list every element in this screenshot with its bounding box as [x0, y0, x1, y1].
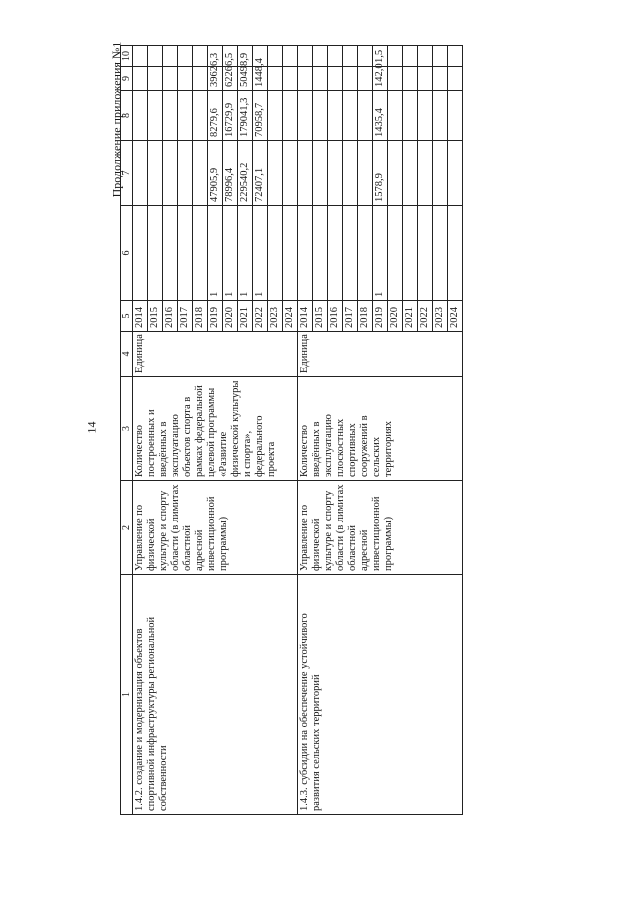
value-cell-c8 [387, 67, 402, 91]
header-cell-2: 2 [121, 481, 133, 575]
value-cell-c7 [313, 91, 328, 141]
value-cell-c7 [432, 91, 447, 141]
value-cell-c7 [163, 91, 178, 141]
value-cell-c5 [327, 206, 342, 301]
year-cell: 2023 [432, 301, 447, 332]
value-cell-c6 [148, 141, 163, 206]
value-cell-c8 [148, 67, 163, 91]
value-cell-c7 [148, 91, 163, 141]
value-cell-c5 [342, 206, 357, 301]
value-cell-c7 [268, 91, 283, 141]
value-cell-c6 [283, 141, 298, 206]
value-cell-c6 [163, 141, 178, 206]
year-cell: 2018 [193, 301, 208, 332]
year-cell: 2020 [223, 301, 238, 332]
value-cell-c7 [327, 91, 342, 141]
page-number: 14 [84, 421, 99, 434]
value-cell-c6: 1578,9 [372, 141, 387, 206]
year-cell: 2018 [357, 301, 372, 332]
section-1-c3: Количество построенных и введённых в эксплуатацию объектов спорта в рамках федеральной целевой программы «Развитие физической культуры и спорта», федерального проекта [133, 377, 298, 481]
header-cell-1: 1 [121, 575, 133, 815]
year-cell: 2022 [253, 301, 268, 332]
value-cell-c5 [357, 206, 372, 301]
value-cell-c6 [327, 141, 342, 206]
value-cell-c9 [387, 46, 402, 67]
header-cell-5: 5 [121, 301, 133, 332]
value-cell-c9 [283, 46, 298, 67]
value-cell-c6 [432, 141, 447, 206]
header-row [121, 46, 133, 815]
value-cell-c5 [283, 206, 298, 301]
value-cell-c7 [357, 91, 372, 141]
value-cell-c8 [268, 67, 283, 91]
value-cell-c5 [298, 206, 313, 301]
section-2-c3: Количество введённых в эксплуатацию плоскостных спортивных сооружений в сельских территориях [298, 377, 463, 481]
value-cell-c8 [432, 67, 447, 91]
year-cell: 2016 [327, 301, 342, 332]
value-cell-c6 [447, 141, 462, 206]
value-cell-c5 [417, 206, 432, 301]
value-cell-c8 [447, 67, 462, 91]
value-cell-c8 [417, 67, 432, 91]
value-cell-c5 [178, 206, 193, 301]
value-cell-c5 [148, 206, 163, 301]
value-cell-c6 [178, 141, 193, 206]
year-cell: 2015 [313, 301, 328, 332]
value-cell-c8 [133, 67, 148, 91]
value-cell-c7 [402, 91, 417, 141]
value-cell-c6 [387, 141, 402, 206]
value-cell-c8: 50498,9 [238, 67, 253, 91]
year-cell: 2024 [447, 301, 462, 332]
value-cell-c6 [313, 141, 328, 206]
value-cell-c9 [342, 46, 357, 67]
value-cell-c9 [402, 46, 417, 67]
value-cell-c8: 142,0 [372, 67, 387, 91]
value-cell-c7 [387, 91, 402, 141]
year-cell: 2021 [402, 301, 417, 332]
value-cell-c5 [432, 206, 447, 301]
value-cell-c6 [417, 141, 432, 206]
value-cell-c6 [357, 141, 372, 206]
value-cell-c6 [268, 141, 283, 206]
header-cell-3: 3 [121, 377, 133, 481]
year-cell: 2017 [178, 301, 193, 332]
value-cell-c5 [447, 206, 462, 301]
year-cell: 2019 [372, 301, 387, 332]
value-cell-c6 [193, 141, 208, 206]
value-cell-c8 [313, 67, 328, 91]
value-cell-c9 [178, 46, 193, 67]
value-cell-c9 [432, 46, 447, 67]
value-cell-c7 [298, 91, 313, 141]
section-1-c2: Управление по физической культуре и спорту области (в лимитах областной адресной инвестиционной программы) [133, 481, 298, 575]
year-cell: 2020 [387, 301, 402, 332]
section-1-c1: 1.4.2. создание и модернизация объектов спортивной инфраструктуры региональной собственности [133, 575, 298, 815]
value-cell-c8 [402, 67, 417, 91]
value-cell-c8 [193, 67, 208, 91]
year-cell: 2023 [268, 301, 283, 332]
value-cell-c7 [178, 91, 193, 141]
value-cell-c6: 72407,1 [253, 141, 268, 206]
value-cell-c6 [133, 141, 148, 206]
value-cell-c7 [283, 91, 298, 141]
section-2-c2: Управление по физической культуре и спорту области (в лимитах областной адресной инвестиционной программы) [298, 481, 463, 575]
year-cell: 2014 [133, 301, 148, 332]
value-cell-c9 [313, 46, 328, 67]
header-cell-10: 10 [121, 46, 133, 67]
year-cell: 2022 [417, 301, 432, 332]
table-body [121, 46, 463, 815]
value-cell-c5 [268, 206, 283, 301]
value-cell-c6: 78996,4 [223, 141, 238, 206]
table-row [133, 46, 148, 815]
table-row [298, 46, 313, 815]
value-cell-c7: 16729,9 [223, 91, 238, 141]
value-cell-c5: 1 [238, 206, 253, 301]
header-cell-4: 4 [121, 332, 133, 377]
value-cell-c6 [298, 141, 313, 206]
value-cell-c7: 70958,7 [253, 91, 268, 141]
value-cell-c6 [342, 141, 357, 206]
value-cell-c9 [193, 46, 208, 67]
value-cell-c6: 229540,2 [238, 141, 253, 206]
value-cell-c9 [163, 46, 178, 67]
value-cell-c7 [193, 91, 208, 141]
value-cell-c9 [148, 46, 163, 67]
value-cell-c6 [402, 141, 417, 206]
section-1-c4: Единица [133, 332, 298, 377]
value-cell-c7 [447, 91, 462, 141]
value-cell-c5 [133, 206, 148, 301]
year-cell: 2019 [208, 301, 223, 332]
value-cell-c9 [298, 46, 313, 67]
value-cell-c8: 1448,4 [253, 67, 268, 91]
value-cell-c9 [357, 46, 372, 67]
value-cell-c9 [417, 46, 432, 67]
header-cell-7: 7 [121, 141, 133, 206]
value-cell-c5 [313, 206, 328, 301]
value-cell-c5: 1 [223, 206, 238, 301]
value-cell-c9 [133, 46, 148, 67]
header-cell-6: 6 [121, 206, 133, 301]
value-cell-c8: 39626,3 [208, 67, 223, 91]
value-cell-c9 [268, 46, 283, 67]
section-2-c4: Единица [298, 332, 463, 377]
value-cell-c8: 62266,5 [223, 67, 238, 91]
value-cell-c8 [342, 67, 357, 91]
header-cell-8: 8 [121, 91, 133, 141]
value-cell-c8 [357, 67, 372, 91]
year-cell: 2016 [163, 301, 178, 332]
header-cell-9: 9 [121, 67, 133, 91]
year-cell: 2015 [148, 301, 163, 332]
rotated-table-container [120, 46, 559, 815]
year-cell: 2024 [283, 301, 298, 332]
program-table [120, 45, 463, 815]
value-cell-c8 [163, 67, 178, 91]
year-cell: 2017 [342, 301, 357, 332]
value-cell-c7: 8279,6 [208, 91, 223, 141]
section-2-c1: 1.4.3. субсидии на обеспечение устойчивого развития сельских территорий [298, 575, 463, 815]
value-cell-c8 [283, 67, 298, 91]
continuation-label: Продолжение приложения №1 [109, 41, 124, 198]
year-cell: 2021 [238, 301, 253, 332]
value-cell-c7: 1435,4 [372, 91, 387, 141]
value-cell-c5 [387, 206, 402, 301]
value-cell-c7 [133, 91, 148, 141]
value-cell-c7 [417, 91, 432, 141]
value-cell-c5 [193, 206, 208, 301]
value-cell-c5: 1 [372, 206, 387, 301]
value-cell-c9 [447, 46, 462, 67]
value-cell-c7 [342, 91, 357, 141]
value-cell-c6: 47905,9 [208, 141, 223, 206]
value-cell-c5 [402, 206, 417, 301]
value-cell-c9 [327, 46, 342, 67]
value-cell-c8 [298, 67, 313, 91]
value-cell-c5 [163, 206, 178, 301]
value-cell-c9: 1,5 [372, 46, 387, 67]
value-cell-c8 [327, 67, 342, 91]
value-cell-c5: 1 [208, 206, 223, 301]
value-cell-c8 [178, 67, 193, 91]
year-cell: 2014 [298, 301, 313, 332]
value-cell-c7: 179041,3 [238, 91, 253, 141]
value-cell-c5: 1 [253, 206, 268, 301]
